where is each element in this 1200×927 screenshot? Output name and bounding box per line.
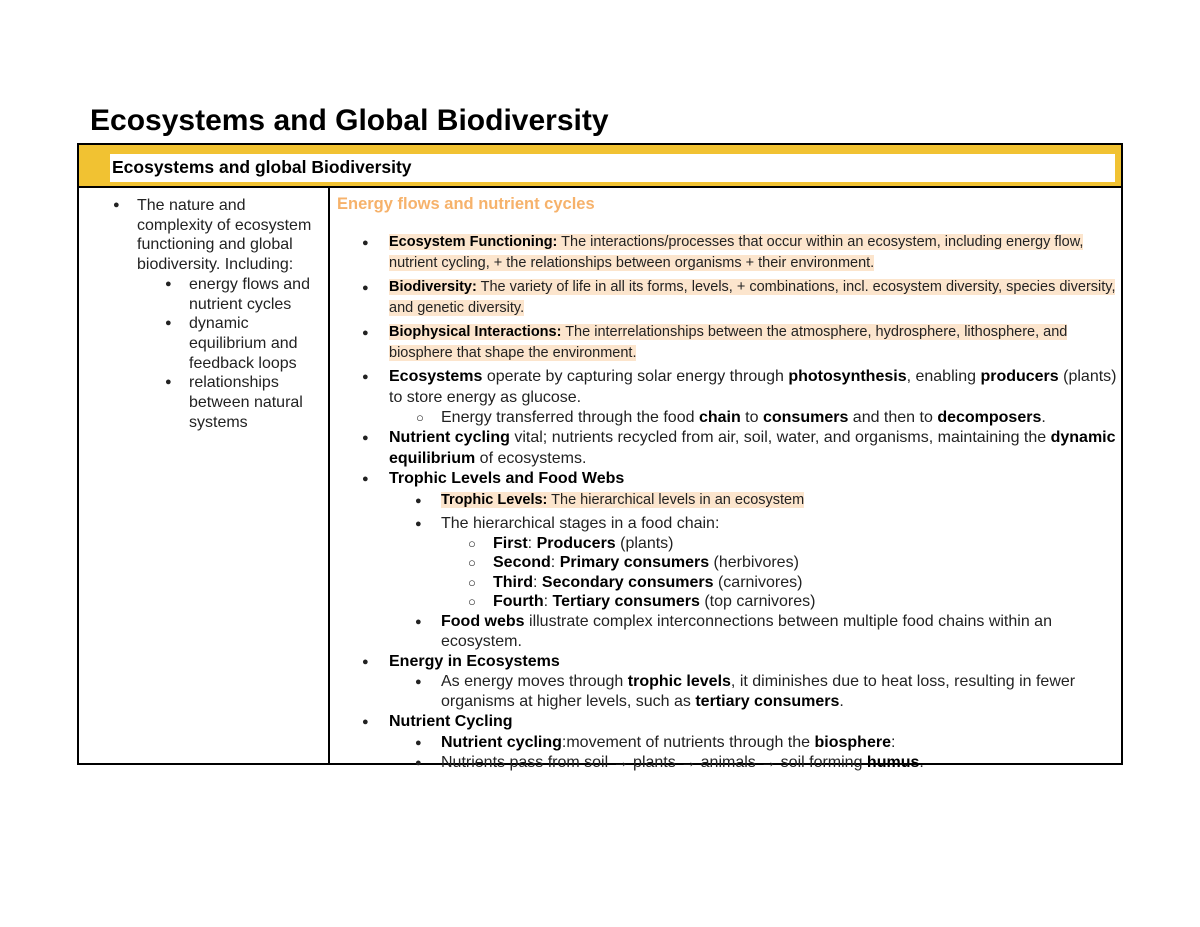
list-item: ● Food webs illustrate complex interconnections between multiple food chains within an ecosystem.: [337, 612, 1117, 652]
list-item: ● As energy moves through trophic levels, it diminishes due to heat loss, resulting in fewer organisms at higher levels, such as tertiary consumers.: [337, 672, 1117, 712]
section-heading: Energy flows and nutrient cycles: [337, 195, 595, 213]
left-column: [113, 196, 325, 432]
list-item: ○ Fourth: Tertiary consumers (top carnivores): [337, 592, 1117, 612]
document-title: Ecosystems and Global Biodiversity: [90, 104, 609, 137]
list-item: ○ Third: Secondary consumers (carnivores): [337, 573, 1117, 593]
left-intro-text: The nature and complexity of ecosystem functioning and global biodiversity. Including:: [137, 197, 312, 274]
definition-item: ● Biophysical Interactions: The interrelationships between the atmosphere, hydrosphere, lithosphere, and biosphere that shape the environment.: [337, 322, 1117, 364]
definition-item: ● Biodiversity: The variety of life in all its forms, levels, + combinations, incl. ecosystem diversity, species diversity, and genetic diversity.: [337, 277, 1117, 319]
definition-item: ● Ecosystem Functioning: The interactions/processes that occur within an ecosystem, including energy flow, nutrient cycling, + the relationships between organisms + their environment.: [337, 232, 1117, 274]
content-table: [77, 143, 1123, 771]
list-item: ● Nutrient cycling vital; nutrients recycled from air, soil, water, and organisms, maintaining the dynamic equilibrium of ecosystems.: [337, 428, 1117, 469]
list-item: ● Energy in Ecosystems: [337, 652, 1117, 673]
list-item: ● energy flows and nutrient cycles: [113, 275, 325, 314]
table-header-row: [79, 145, 1121, 188]
list-item: ● Nutrient cycling:movement of nutrients through the biosphere:: [337, 733, 1117, 753]
definition-item: ● Trophic Levels: The hierarchical levels in an ecosystem: [337, 490, 1117, 511]
column-divider: [328, 186, 330, 763]
list-item: ○ Second: Primary consumers (herbivores): [337, 553, 1117, 573]
table-header-title: Ecosystems and global Biodiversity: [110, 154, 1115, 182]
list-item: ● The hierarchical stages in a food chain:: [337, 514, 1117, 534]
list-item: ● relationships between natural systems: [113, 373, 325, 432]
list-item: ● Trophic Levels and Food Webs: [337, 469, 1117, 490]
list-item: ○ First: Producers (plants): [337, 534, 1117, 554]
list-item: ● Nutrient Cycling: [337, 712, 1117, 733]
right-column: [337, 194, 1117, 773]
list-item: ● Ecosystems operate by capturing solar energy through photosynthesis, enabling producers (plants) to store energy as glucose.: [337, 367, 1117, 408]
list-item: ● dynamic equilibrium and feedback loops: [113, 314, 325, 373]
list-item: ● Nutrients pass from soil → plants → animals → soil forming humus.: [337, 753, 1117, 773]
list-item: [113, 196, 325, 432]
list-item: ○ Energy transferred through the food chain to consumers and then to decomposers.: [337, 408, 1117, 428]
